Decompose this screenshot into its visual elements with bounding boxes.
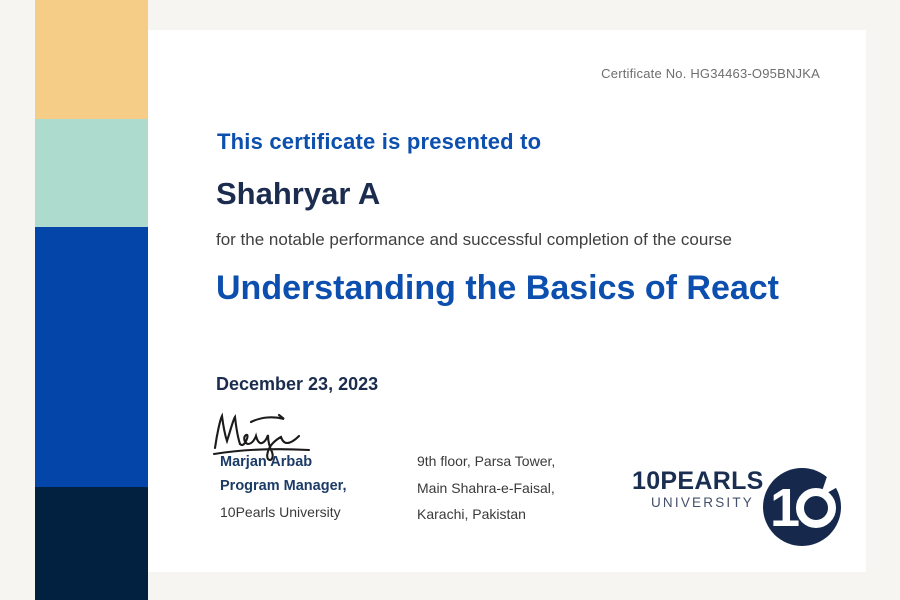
stripe-segment-blue bbox=[35, 227, 148, 487]
ten-pearls-circle-logo-icon bbox=[761, 466, 843, 548]
tenpearls-university-logo bbox=[632, 466, 843, 548]
course-title: Understanding the Basics of React bbox=[216, 269, 780, 307]
presented-to-heading: This certificate is presented to bbox=[217, 129, 542, 154]
logo-wordmark bbox=[632, 467, 764, 510]
stripe-segment-orange bbox=[35, 0, 148, 119]
address-line: Main Shahra-e-Faisal, bbox=[417, 479, 555, 496]
svg-text:1: 1 bbox=[770, 478, 801, 538]
recipient-name: Shahryar A bbox=[216, 176, 381, 211]
address-block bbox=[417, 453, 555, 533]
signer-title: Program Manager, bbox=[220, 478, 347, 494]
signer-name: Marjan Arbab bbox=[220, 454, 313, 470]
signer-block bbox=[220, 454, 347, 520]
address-line: 9th floor, Parsa Tower, bbox=[417, 453, 556, 469]
left-color-stripe bbox=[35, 0, 148, 600]
logo-sub-text: UNIVERSITY bbox=[650, 495, 754, 510]
signer-organization: 10Pearls University bbox=[220, 504, 341, 520]
address-line: Karachi, Pakistan bbox=[417, 506, 526, 522]
completion-subtitle: for the notable performance and successful completion of the course bbox=[216, 230, 732, 249]
completion-date: December 23, 2023 bbox=[216, 374, 379, 394]
stripe-segment-mint bbox=[35, 119, 148, 227]
logo-brand-text: 10PEARLS bbox=[632, 467, 764, 495]
certificate-number: Certificate No. HG34463-O95BNJKA bbox=[601, 66, 820, 81]
stripe-segment-navy bbox=[35, 487, 148, 600]
